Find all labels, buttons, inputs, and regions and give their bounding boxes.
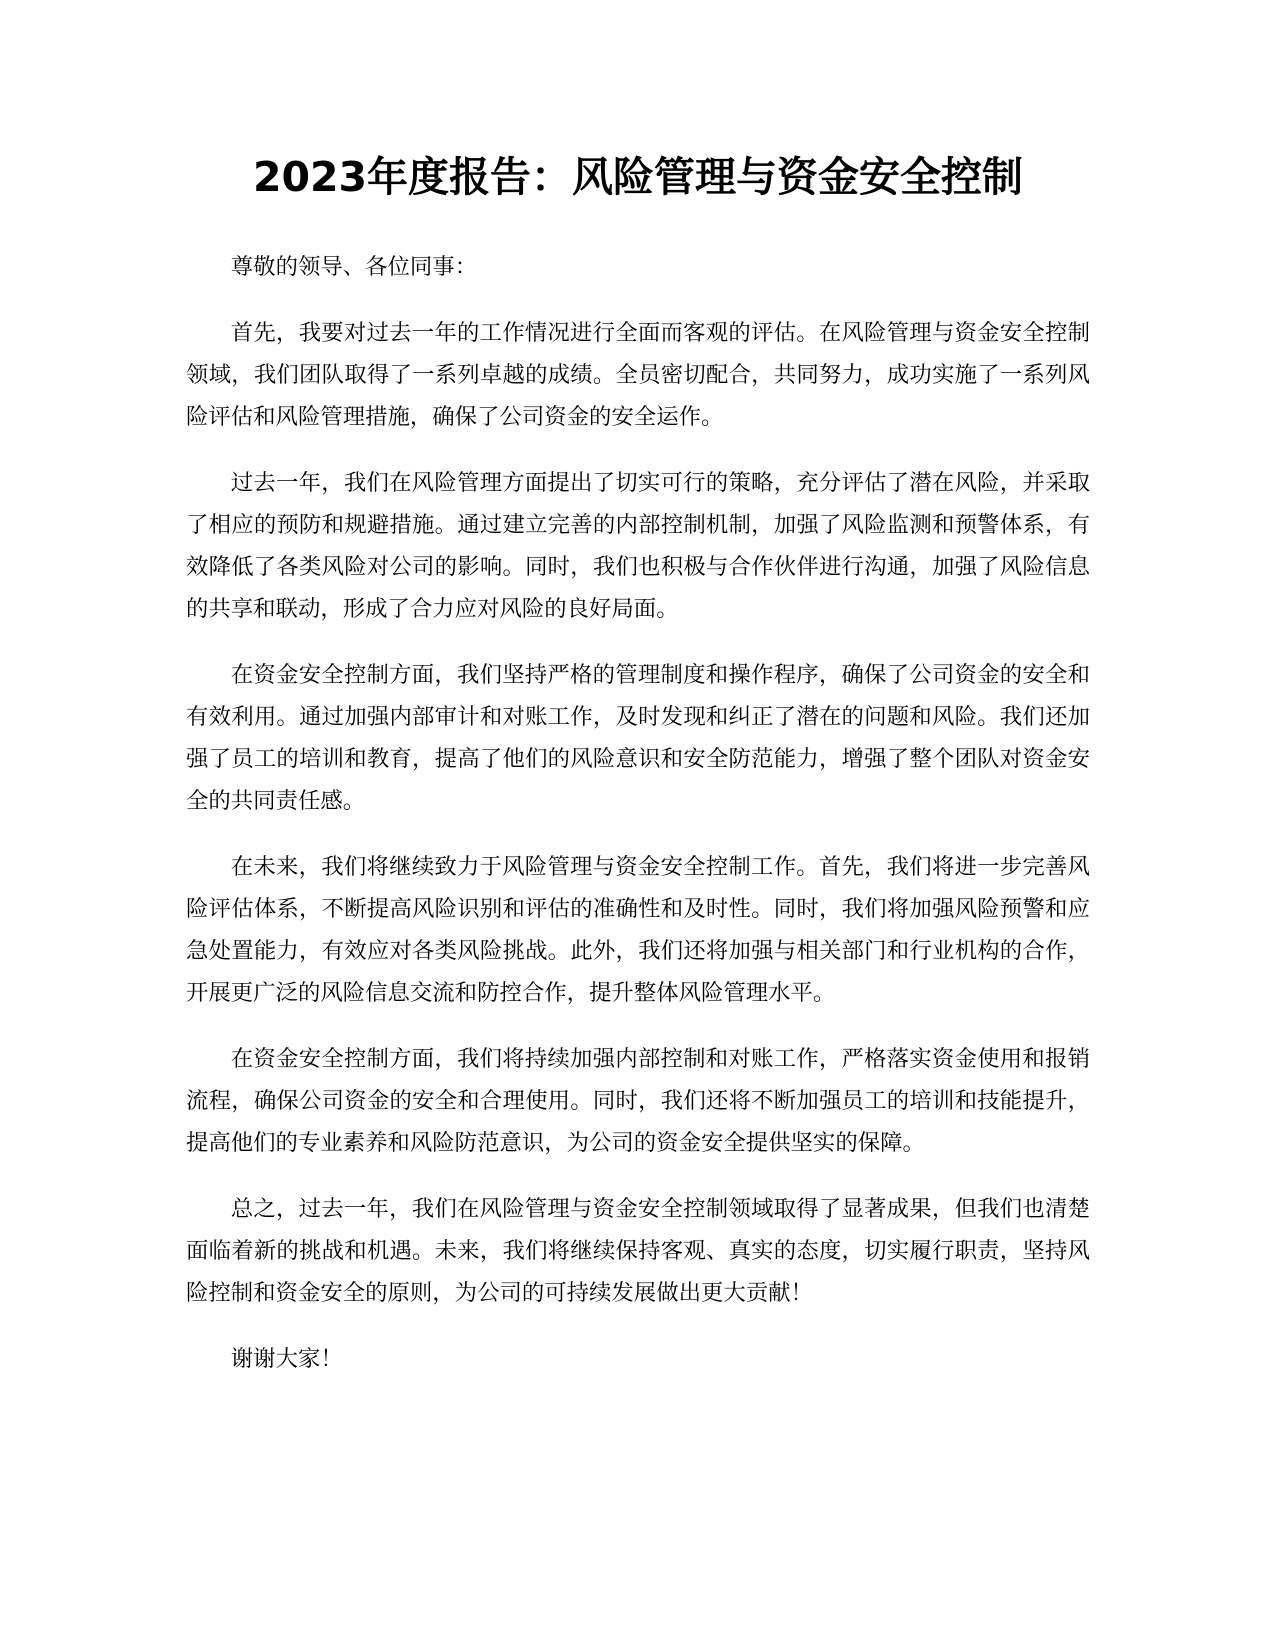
salutation: 尊敬的领导、各位同事：	[230, 254, 478, 280]
paragraph-6: 总之，过去一年，我们在风险管理与资金安全控制领域取得了显著成果，但我们也清楚面临着新的挑战和机遇。未来，我们将继续保持客观、真实的态度，切实履行职责，坚持风险控制和资金安全的原则，为公司的可持续发展做出更大贡献！	[186, 1196, 1090, 1306]
paragraph-3: 在资金安全控制方面，我们坚持严格的管理制度和操作程序，确保了公司资金的安全和有效利用。通过加强内部审计和对账工作，及时发现和纠正了潜在的问题和风险。我们还加强了员工的培训和教育，提高了他们的风险意识和安全防范能力，增强了整个团队对资金安全的共同责任感。	[186, 662, 1090, 814]
paragraph-1: 首先，我要对过去一年的工作情况进行全面而客观的评估。在风险管理与资金安全控制领域，我们团队取得了一系列卓越的成绩。全员密切配合，共同努力，成功实施了一系列风险评估和风险管理措施，确保了公司资金的安全运作。	[186, 320, 1090, 430]
paragraph-2: 过去一年，我们在风险管理方面提出了切实可行的策略，充分评估了潜在风险，并采取了相应的预防和规避措施。通过建立完善的内部控制机制，加强了风险监测和预警体系，有效降低了各类风险对公司的影响。同时，我们也积极与合作伙伴进行沟通，加强了风险信息的共享和联动，形成了合力应对风险的良好局面。	[186, 470, 1090, 622]
closing: 谢谢大家！	[230, 1346, 343, 1372]
paragraph-5: 在资金安全控制方面，我们将持续加强内部控制和对账工作，严格落实资金使用和报销流程，确保公司资金的安全和合理使用。同时，我们还将不断加强员工的培训和技能提升，提高他们的专业素养和风险防范意识，为公司的资金安全提供坚实的保障。	[186, 1046, 1090, 1156]
document-title: 2023年度报告：风险管理与资金安全控制	[252, 153, 1024, 201]
document-body	[186, 246, 1090, 1404]
paragraph-4: 在未来，我们将继续致力于风险管理与资金安全控制工作。首先，我们将进一步完善风险评估体系，不断提高风险识别和评估的准确性和及时性。同时，我们将加强风险预警和应急处置能力，有效应对各类风险挑战。此外，我们还将加强与相关部门和行业机构的合作，开展更广泛的风险信息交流和防控合作，提升整体风险管理水平。	[186, 854, 1090, 1006]
